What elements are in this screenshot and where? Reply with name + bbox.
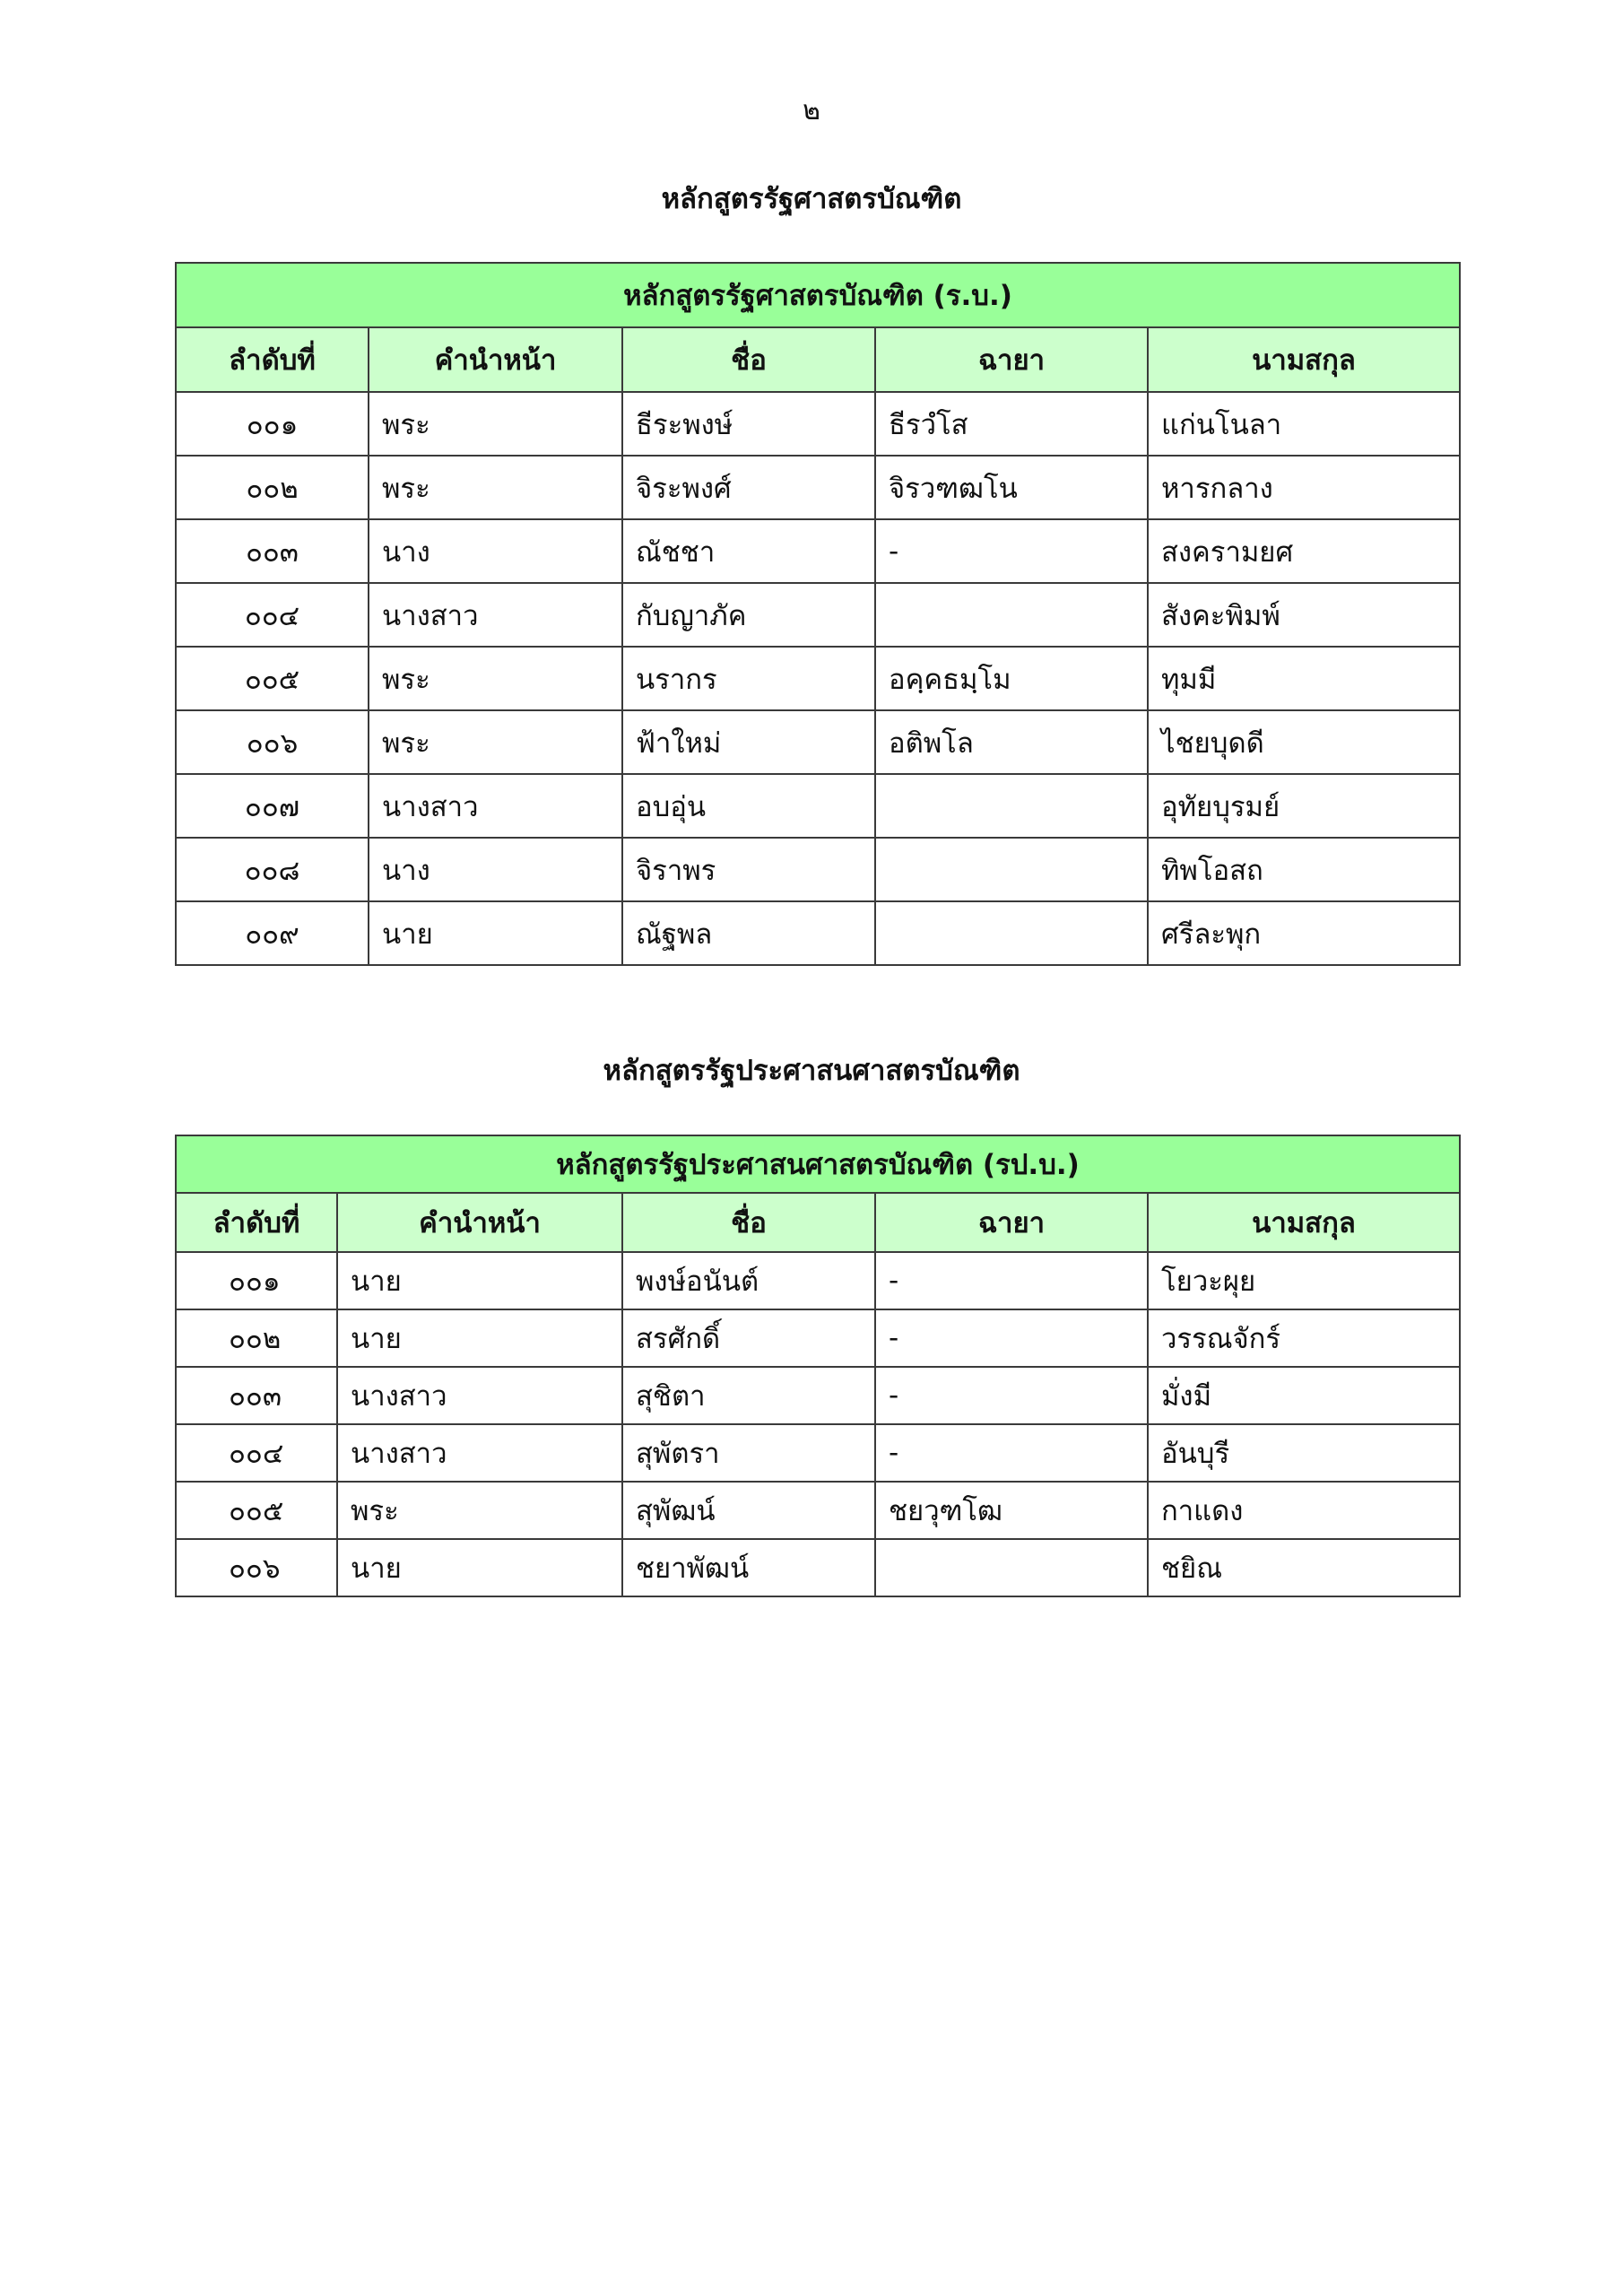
cell-order: ๐๐๓ [176, 1367, 337, 1424]
cell-order: ๐๐๓ [176, 519, 369, 583]
cell-surname: หารกลาง [1148, 456, 1460, 519]
column-header-order: ลำดับที่ [176, 1193, 337, 1252]
cell-order: ๐๐๔ [176, 583, 369, 647]
cell-monastic-name [875, 901, 1148, 965]
table-row [176, 647, 1460, 710]
cell-prefix: พระ [369, 456, 622, 519]
cell-prefix: นางสาว [369, 774, 622, 838]
cell-surname: ไชยบุดดี [1148, 710, 1460, 774]
cell-monastic-name [875, 583, 1148, 647]
table-row [176, 901, 1460, 965]
cell-prefix: พระ [369, 392, 622, 456]
cell-order: ๐๐๒ [176, 456, 369, 519]
cell-monastic-name: - [875, 1367, 1148, 1424]
cell-first-name: ธีระพงษ์ [622, 392, 875, 456]
cell-monastic-name [875, 838, 1148, 901]
table-row [176, 774, 1460, 838]
cell-surname: ทุมมี [1148, 647, 1460, 710]
column-header-prefix: คำนำหน้า [337, 1193, 622, 1252]
cell-order: ๐๐๗ [176, 774, 369, 838]
cell-prefix: นาย [337, 1539, 622, 1596]
cell-first-name: กับญาภัค [622, 583, 875, 647]
table-row [176, 1367, 1460, 1424]
cell-surname: ชยิณ [1148, 1539, 1460, 1596]
column-header-first-name: ชื่อ [622, 327, 875, 392]
cell-surname: มั่งมี [1148, 1367, 1460, 1424]
cell-order: ๐๐๕ [176, 1482, 337, 1539]
cell-order: ๐๐๖ [176, 1539, 337, 1596]
cell-first-name: อบอุ่น [622, 774, 875, 838]
cell-order: ๐๐๑ [176, 1252, 337, 1309]
table-public-administration [175, 1135, 1461, 1597]
cell-monastic-name: - [875, 519, 1148, 583]
table-political-science [175, 262, 1461, 966]
cell-monastic-name [875, 1539, 1148, 1596]
cell-first-name: สุพัตรา [622, 1424, 875, 1482]
column-header-surname: นามสกุล [1148, 1193, 1460, 1252]
cell-prefix: พระ [369, 647, 622, 710]
cell-order: ๐๐๙ [176, 901, 369, 965]
cell-first-name: สุพัฒน์ [622, 1482, 875, 1539]
cell-first-name: ฟ้าใหม่ [622, 710, 875, 774]
cell-surname: โยวะผุย [1148, 1252, 1460, 1309]
cell-prefix: พระ [337, 1482, 622, 1539]
cell-monastic-name: อติพโล [875, 710, 1148, 774]
cell-monastic-name: ชยวุฑโฒ [875, 1482, 1148, 1539]
cell-monastic-name: - [875, 1309, 1148, 1367]
table-caption: หลักสูตรรัฐศาสตรบัณฑิต (ร.บ.) [176, 263, 1460, 327]
section-title-public-administration: หลักสูตรรัฐประศาสนศาสตรบัณฑิต [603, 1055, 1020, 1087]
page-number: ๒ [803, 95, 820, 126]
table-row [176, 1424, 1460, 1482]
table-row [176, 583, 1460, 647]
cell-surname: กาแดง [1148, 1482, 1460, 1539]
table-row [176, 838, 1460, 901]
section-title-political-science: หลักสูตรรัฐศาสตรบัณฑิต [661, 183, 962, 215]
cell-monastic-name: จิรวฑฒโน [875, 456, 1148, 519]
cell-first-name: ณัฐพล [622, 901, 875, 965]
cell-prefix: นาง [369, 838, 622, 901]
table-row [176, 1309, 1460, 1367]
column-header-order: ลำดับที่ [176, 327, 369, 392]
column-header-prefix: คำนำหน้า [369, 327, 622, 392]
cell-monastic-name: - [875, 1424, 1148, 1482]
cell-monastic-name: ธีรวํโส [875, 392, 1148, 456]
cell-order: ๐๐๔ [176, 1424, 337, 1482]
cell-order: ๐๐๑ [176, 392, 369, 456]
table-row [176, 519, 1460, 583]
cell-order: ๐๐๕ [176, 647, 369, 710]
cell-order: ๐๐๖ [176, 710, 369, 774]
cell-surname: อันบุรี [1148, 1424, 1460, 1482]
column-header-monastic-name: ฉายา [875, 1193, 1148, 1252]
table-caption: หลักสูตรรัฐประศาสนศาสตรบัณฑิต (รป.บ.) [176, 1135, 1460, 1193]
table-row [176, 1482, 1460, 1539]
column-header-monastic-name: ฉายา [875, 327, 1148, 392]
cell-prefix: นางสาว [337, 1424, 622, 1482]
cell-monastic-name [875, 774, 1148, 838]
cell-surname: ทิพโอสถ [1148, 838, 1460, 901]
cell-first-name: สุชิตา [622, 1367, 875, 1424]
cell-order: ๐๐๒ [176, 1309, 337, 1367]
cell-surname: สังคะพิมพ์ [1148, 583, 1460, 647]
cell-order: ๐๐๘ [176, 838, 369, 901]
table-row [176, 710, 1460, 774]
cell-first-name: ณัชชา [622, 519, 875, 583]
cell-prefix: พระ [369, 710, 622, 774]
cell-prefix: นาย [369, 901, 622, 965]
column-header-first-name: ชื่อ [622, 1193, 875, 1252]
cell-monastic-name: - [875, 1252, 1148, 1309]
cell-monastic-name: อคฺคธมฺโม [875, 647, 1148, 710]
table-row [176, 392, 1460, 456]
cell-first-name: นรากร [622, 647, 875, 710]
cell-prefix: นางสาว [337, 1367, 622, 1424]
table-row [176, 1252, 1460, 1309]
cell-first-name: สรศักดิ์ [622, 1309, 875, 1367]
cell-surname: อุทัยบุรมย์ [1148, 774, 1460, 838]
cell-surname: วรรณจักร์ [1148, 1309, 1460, 1367]
cell-prefix: นางสาว [369, 583, 622, 647]
cell-first-name: ชยาพัฒน์ [622, 1539, 875, 1596]
table-row [176, 456, 1460, 519]
cell-surname: ศรีละพุก [1148, 901, 1460, 965]
cell-prefix: นาย [337, 1252, 622, 1309]
cell-first-name: พงษ์อนันต์ [622, 1252, 875, 1309]
cell-prefix: นาย [337, 1309, 622, 1367]
cell-first-name: จิราพร [622, 838, 875, 901]
cell-prefix: นาง [369, 519, 622, 583]
cell-surname: แก่นโนลา [1148, 392, 1460, 456]
column-header-surname: นามสกุล [1148, 327, 1460, 392]
cell-surname: สงครามยศ [1148, 519, 1460, 583]
cell-first-name: จิระพงศ์ [622, 456, 875, 519]
table-row [176, 1539, 1460, 1596]
